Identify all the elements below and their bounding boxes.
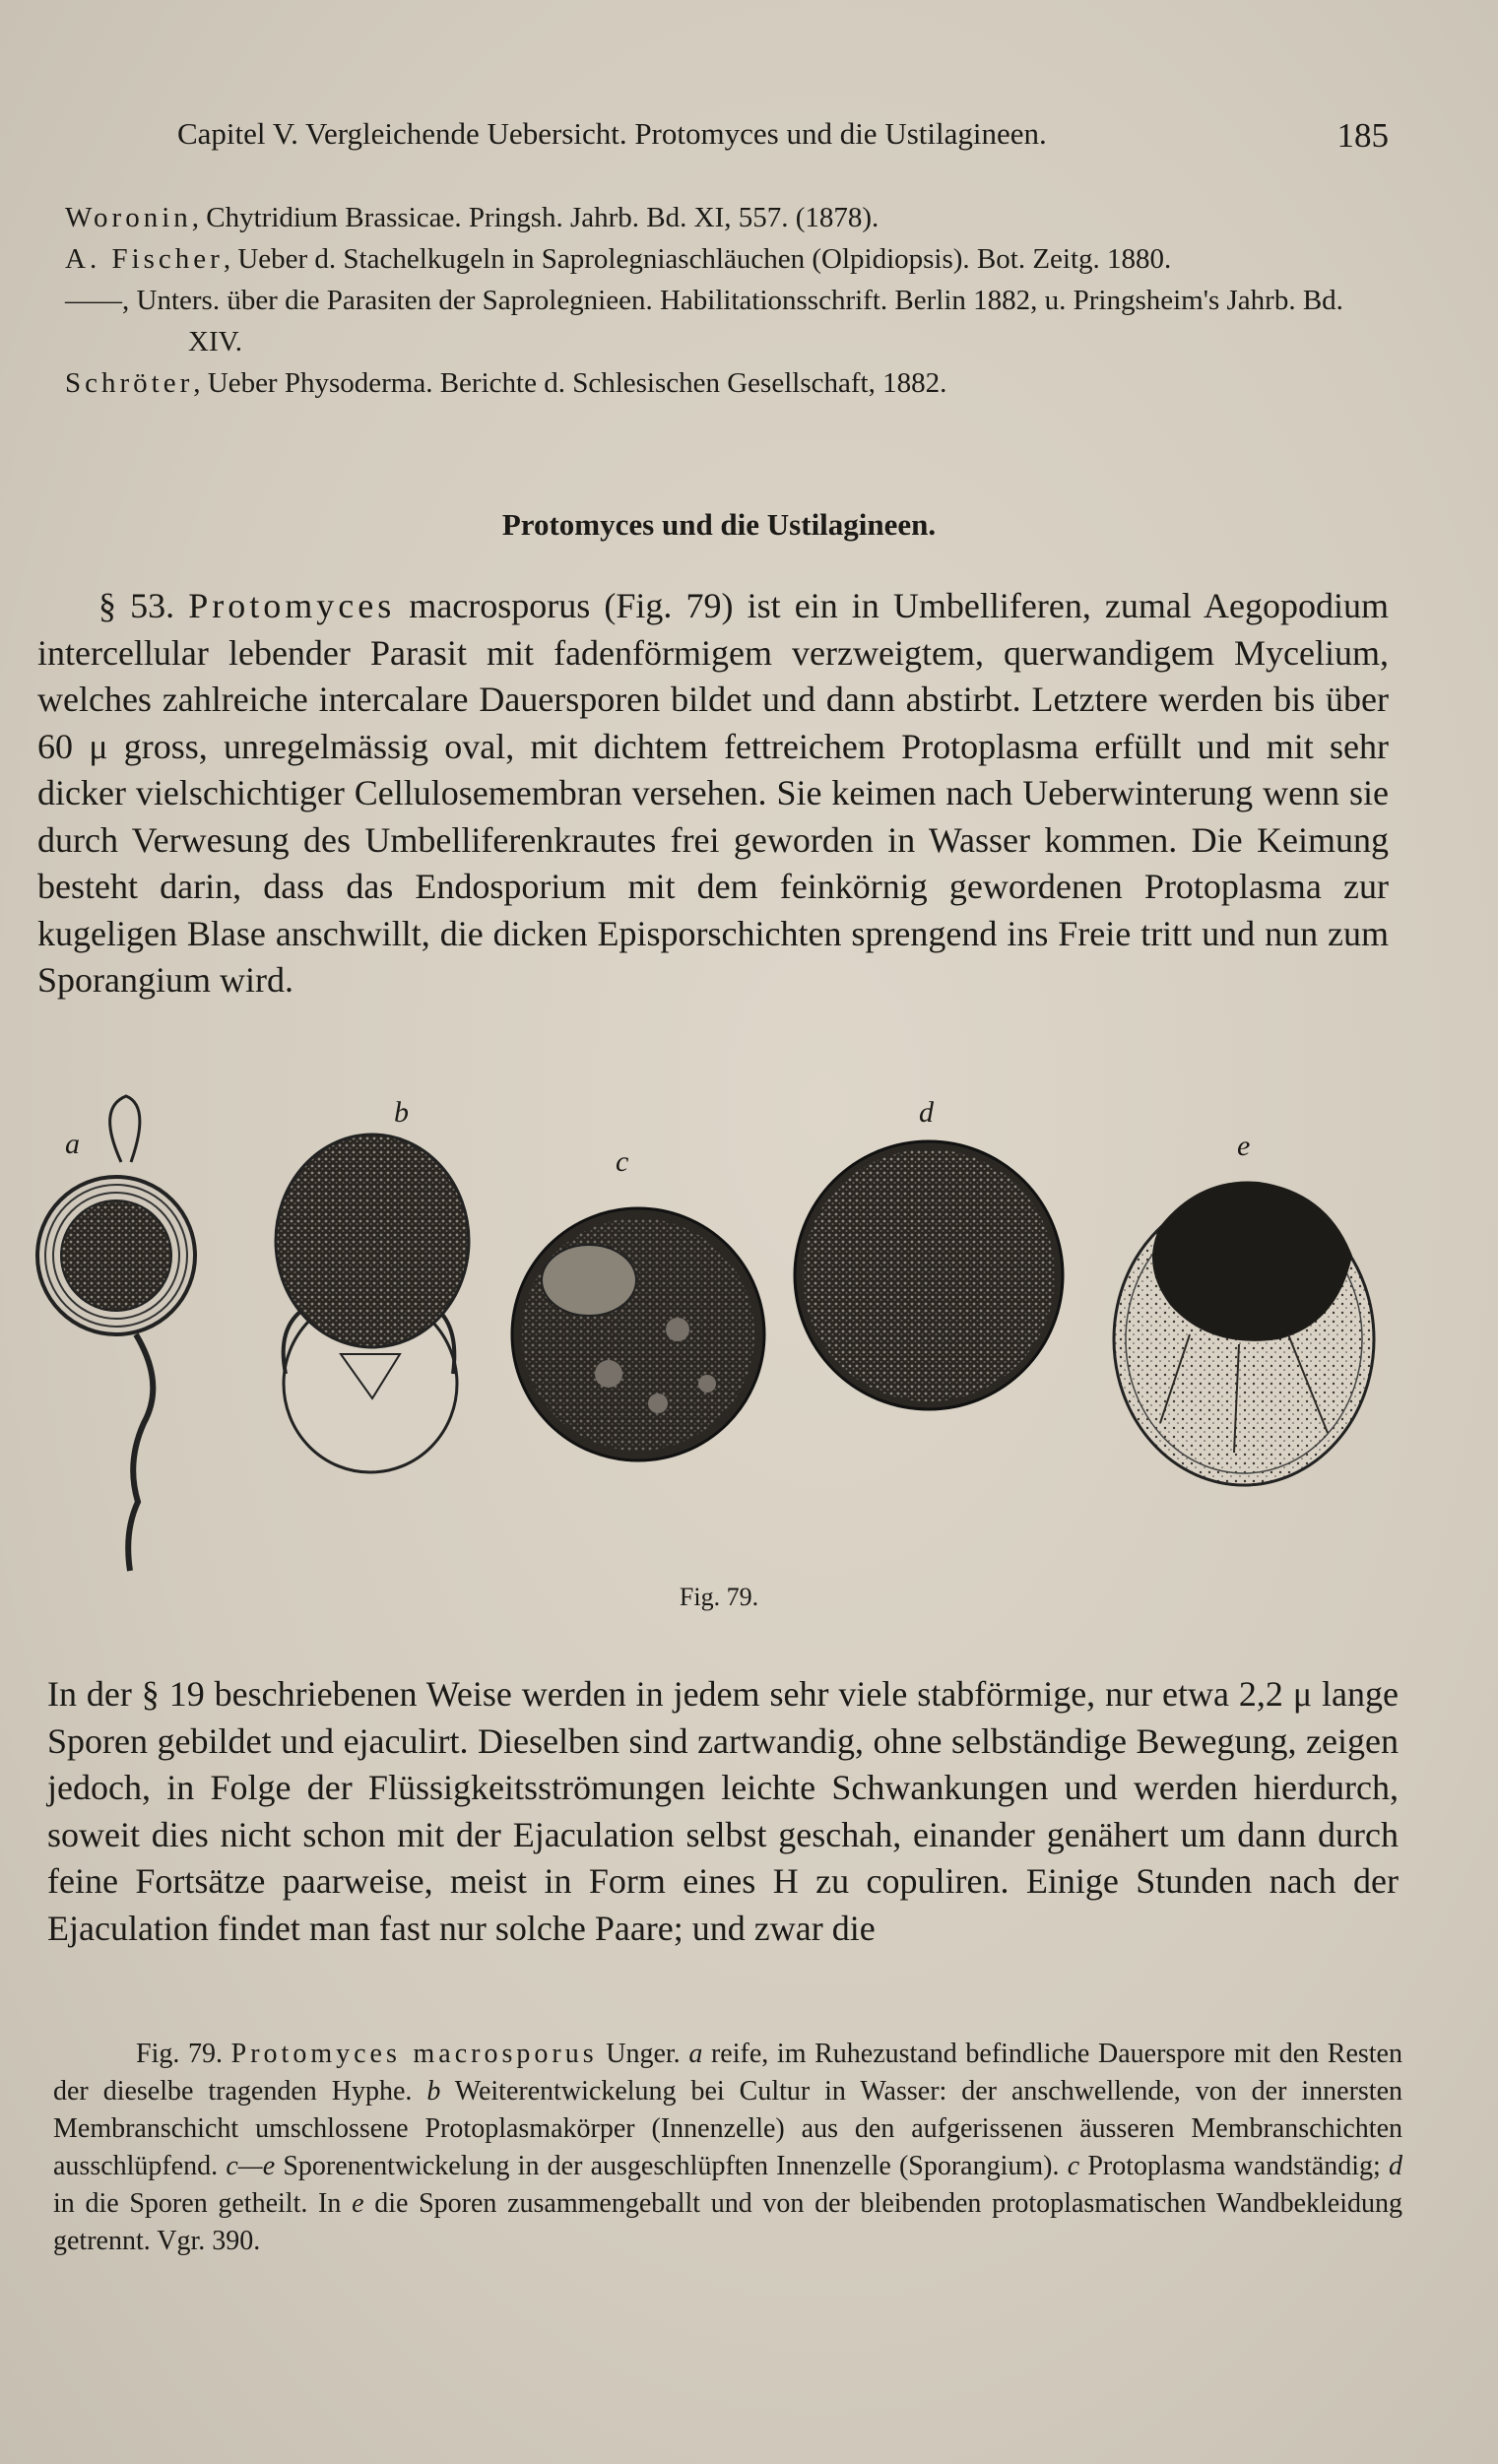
page-number: 185 [1336, 116, 1389, 155]
caption-text: Weiterentwickelung bei Cultur in Wasser: der anschwellende, von der innersten Membranschicht umschlossene Protoplasmakörper (Innenzelle) aus den aufgerissenen äusseren Membranschichten ausschlüpfend. [53, 2076, 1402, 2181]
caption-letter: c—e [226, 2151, 276, 2181]
figure-illustration [28, 1088, 1406, 1581]
caption-fig: Fig. 79. [136, 2039, 231, 2069]
reference-author: Schröter [65, 367, 194, 399]
section-number: § 53. [98, 586, 189, 625]
reference-text: , Chytridium Brassicae. Pringsh. Jahrb. Bd. XI, 557. (1878). [191, 202, 879, 233]
figure-label-d: d [919, 1096, 934, 1129]
paragraph-text: macrosporus (Fig. 79) ist ein in Umbelliferen, zumal Aegopodium intercellular lebender Parasit mit fadenförmigem verzweigtem, querwandigem Mycelium, welches zahlreiche intercalare Dauersporen bildet und dann abstirbt. Letztere werden bis über 60 μ gross, unregelmässig oval, mit dichtem fettreichem Protoplasma erfüllt und mit sehr dicker vielschichtiger Cellulosemembran versehen. Sie keimen nach Ueberwinterung wenn sie durch Verwesung des Umbelliferenkrautes frei geworden in Wasser kommen. Die Keimung besteht darin, dass das Endosporium mit dem feinkörnig gewordenen Protoplasma zur kugeligen Blase anschwillt, die dicken Episporschichten sprengend ins Freie tritt und nun zum Sporangium wird. [37, 586, 1389, 1000]
caption-text: Protoplasma wandständig; [1079, 2151, 1389, 2181]
reference-author: A. Fischer [65, 243, 224, 275]
caption-text: reife, im Ruhezustand befindliche Dauerspore mit den Resten der dieselbe tragenden Hyphe. [53, 2039, 1402, 2107]
caption-text: die Sporen zusammengeballt und von der bleibenden protoplasmatischen Wandbekleidung getrennt. Vgr. 390. [53, 2188, 1403, 2256]
reference-item [65, 238, 1385, 280]
figure-label-c: c [616, 1145, 629, 1178]
figure-number-label: Fig. 79. [679, 1583, 759, 1611]
caption-letter: b [426, 2076, 441, 2107]
caption-letter: d [1389, 2151, 1402, 2181]
caption-text: Unger. [597, 2039, 689, 2069]
figure-caption [53, 2036, 1402, 2260]
reference-author: —— [65, 285, 122, 316]
reference-author: Woronin [65, 202, 192, 233]
reference-list [65, 197, 1385, 404]
reference-item [65, 362, 1385, 404]
reference-text: , Ueber Physoderma. Berichte d. Schlesischen Gesellschaft, 1882. [193, 367, 947, 399]
reference-text: , Ueber d. Stachelkugeln in Saprolegniaschläuchen (Olpidiopsis). Bot. Zeitg. 1880. [223, 243, 1172, 275]
figure-label-b: b [394, 1096, 409, 1129]
caption-species: Protomyces macrosporus [230, 2039, 598, 2069]
caption-letter: a [688, 2039, 703, 2069]
caption-text: Sporenentwickelung in der ausgeschlüpften Innenzelle (Sporangium). [275, 2151, 1068, 2181]
spore-a-drawing [37, 1096, 195, 1571]
sporangium-c-drawing [512, 1208, 764, 1460]
species-name: Protomyces [188, 586, 396, 625]
reference-item [65, 197, 1385, 238]
reference-item [65, 280, 1385, 362]
chapter-title: Capitel V. Vergleichende Uebersicht. Protomyces und die Ustilagineen. [177, 116, 1047, 151]
paragraph-continuation: In der § 19 beschriebenen Weise werden in jedem sehr viele stabförmige, nur etwa 2,2 μ lange Sporen gebildet und ejaculirt. Dieselben sind zartwandig, ohne selbständige Bewegung, zeigen jedoch, in Folge der Flüssigkeitsströmungen leichte Schwankungen und werden hierdurch, soweit dies nicht schon mit der Ejaculation selbst geschah, einander genähert um dann durch feine Fortsätze paarweise, meist in Form eines H zu copuliren. Einige Stunden nach der Ejaculation findet man fast nur solche Paare; und zwar die [47, 1674, 1399, 1948]
sporangium-d-drawing [795, 1141, 1063, 1409]
caption-letter: e [352, 2188, 364, 2219]
paragraph-53 [37, 583, 1389, 1005]
figure-label-a: a [65, 1128, 80, 1160]
figure-79 [28, 1088, 1406, 1581]
caption-text: in die Sporen getheilt. In [53, 2188, 353, 2219]
figure-label-e: e [1237, 1130, 1251, 1162]
sporangium-e-drawing [1114, 1182, 1374, 1485]
spore-b-drawing [276, 1135, 469, 1472]
section-heading: Protomyces und die Ustilagineen. [501, 507, 937, 542]
reference-text: , Unters. über die Parasiten der Saprolegnieen. Habilitationsschrift. Berlin 1882, u. Pringsheim's Jahrb. Bd. XIV. [122, 285, 1343, 357]
caption-letter: c [1067, 2151, 1080, 2181]
